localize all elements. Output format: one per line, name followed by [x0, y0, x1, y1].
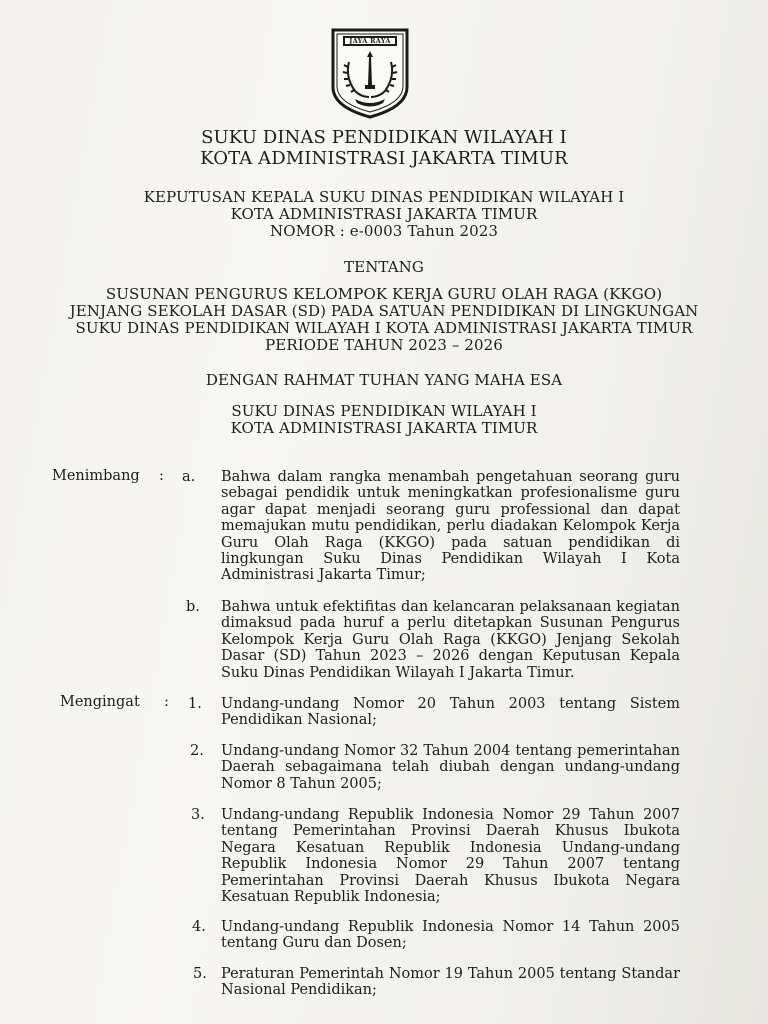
menimbang-item-a: Bahwa dalam rangka menambah pengetahuan seorang guru sebagai pendidik untuk meningkatkan profesionalisme guru agar dapat menjadi seorang guru professional dan dapat memajukan mutu pendidikan, perlu diadakan Kelompok Kerja Guru Olah Raga (KKGO) pada satuan pendidikan di lingkungan Suku Dinas Pendidikan Wilayah I Kota Administrasi Jakarta Timur; — [221, 469, 680, 584]
decree-subject-3: SUKU DINAS PENDIDIKAN WILAYAH I KOTA ADMINISTRASI JAKARTA TIMUR — [75, 319, 693, 337]
mengingat-marker-4: 4. — [192, 919, 206, 935]
office-city: KOTA ADMINISTRASI JAKARTA TIMUR — [200, 148, 568, 169]
menimbang-item-b: Bahwa untuk efektifitas dan kelancaran pelaksanaan kegiatan dimaksud pada huruf a perlu ditetapkan Susunan Pengurus Kelompok Kerja Guru Olah Raga (KKGO) Jenjang Sekolah Dasar (SD) Tahun 2023 – 2026 dengan Keputusan Kepala Suku Dinas Pendidikan Wilayah I Jakarta Timur. — [221, 599, 680, 681]
menimbang-marker-a: a. — [182, 469, 196, 485]
mengingat-item-1: Undang-undang Nomor 20 Tahun 2003 tentang Sistem Pendidikan Nasional; — [221, 696, 680, 729]
mengingat-item-5: Peraturan Pemerintah Nomor 19 Tahun 2005 tentang Standar Nasional Pendidikan; — [221, 966, 680, 999]
mengingat-colon: : — [164, 694, 169, 710]
mengingat-marker-5: 5. — [193, 966, 207, 982]
emblem-text: JAYA RAYA — [349, 37, 391, 45]
mengingat-marker-3: 3. — [191, 807, 205, 823]
decree-blessing: DENGAN RAHMAT TUHAN YANG MAHA ESA — [205, 371, 563, 389]
decree-subject-4: PERIODE TAHUN 2023 – 2026 — [265, 336, 503, 354]
mengingat-marker-1: 1. — [188, 696, 202, 712]
menimbang-marker-b: b. — [186, 599, 200, 615]
decree-subject-1: SUSUNAN PENGURUS KELOMPOK KERJA GURU OLAH RAGA (KKGO) — [105, 285, 663, 303]
mengingat-label: Mengingat — [60, 694, 140, 710]
mengingat-item-4: Undang-undang Republik Indonesia Nomor 14 Tahun 2005 tentang Guru dan Dosen; — [221, 919, 680, 952]
decree-number: NOMOR : e-0003 Tahun 2023 — [269, 222, 499, 240]
decree-about: TENTANG — [344, 258, 424, 276]
menimbang-colon: : — [159, 468, 164, 484]
mengingat-item-2: Undang-undang Nomor 32 Tahun 2004 tentang pemerintahan Daerah sebagaimana telah diubah dengan undang-undang Nomor 8 Tahun 2005; — [221, 743, 680, 792]
decree-issuer-city: KOTA ADMINISTRASI JAKARTA TIMUR — [230, 419, 538, 437]
decree-title-city: KOTA ADMINISTRASI JAKARTA TIMUR — [230, 205, 538, 223]
menimbang-label: Menimbang — [52, 468, 140, 484]
decree-title: KEPUTUSAN KEPALA SUKU DINAS PENDIDIKAN WILAYAH I — [143, 188, 625, 206]
mengingat-item-3: Undang-undang Republik Indonesia Nomor 29 Tahun 2007 tentang Pemerintahan Provinsi Daerah Khusus Ibukota Negara Kesatuan Republik Indonesia Undang-undang Republik Indonesia Nomor 29 Tahun 2007 tentang Pemerintahan Provinsi Daerah Khusus Ibukota Negara Kesatuan Republik Indonesia; — [221, 807, 680, 906]
mengingat-marker-2: 2. — [190, 743, 204, 759]
decree-subject-2: JENJANG SEKOLAH DASAR (SD) PADA SATUAN PENDIDIKAN DI LINGKUNGAN — [69, 302, 699, 320]
office-name: SUKU DINAS PENDIDIKAN WILAYAH I — [201, 127, 567, 148]
decree-issuer: SUKU DINAS PENDIDIKAN WILAYAH I — [231, 402, 537, 420]
